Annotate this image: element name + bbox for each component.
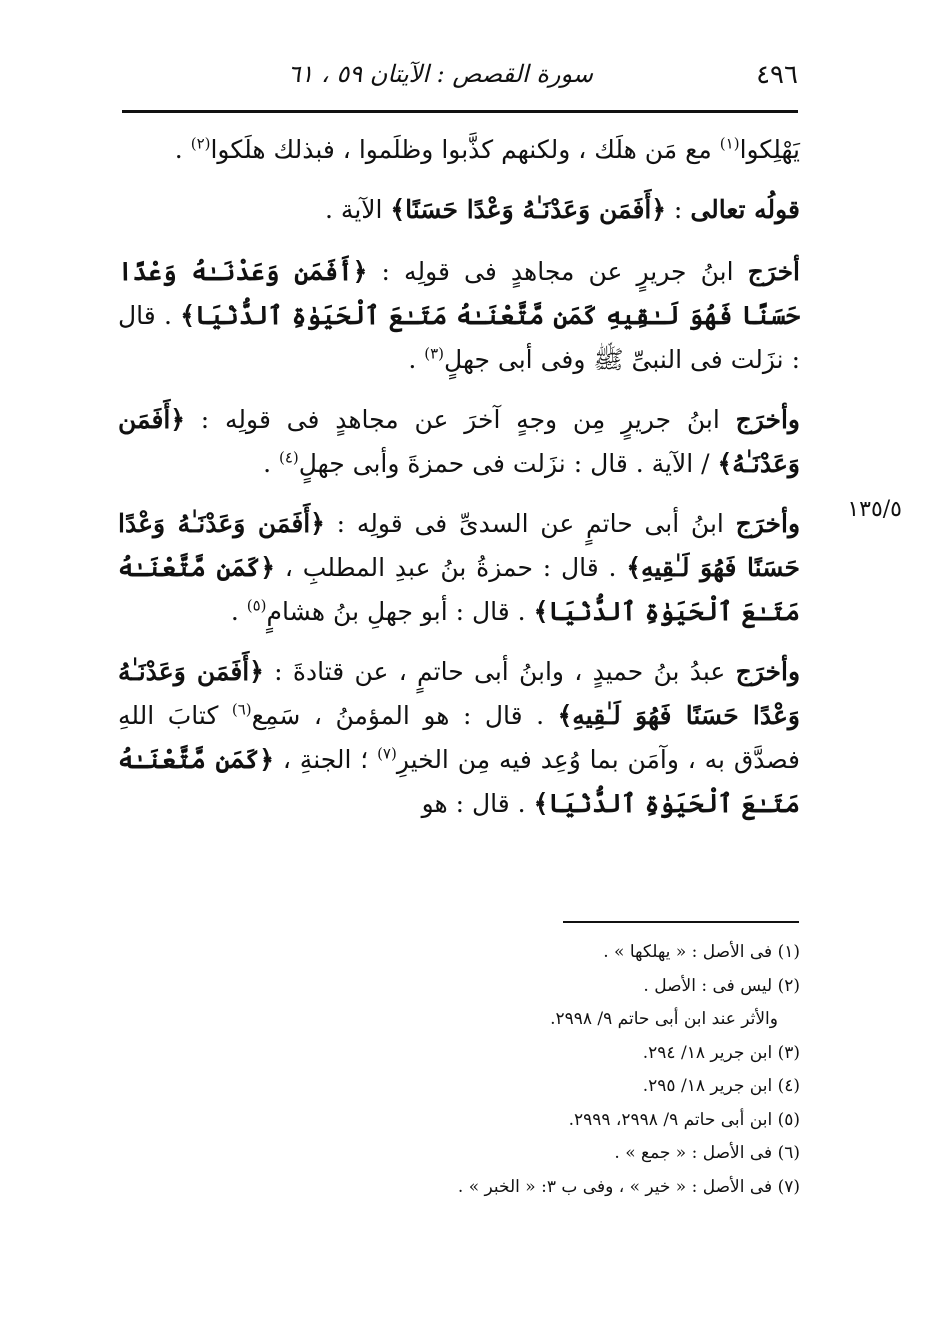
quran-verse: ﴿أَفَمَن وَعَدْنَـٰهُ﴾ [118,405,800,478]
text-segment: . [230,597,247,626]
text-segment: . قال : نزَلت فى النبىِّ ﷺ وفى أبى جهلٍ [118,301,800,374]
header-rule [122,110,798,113]
text-segment: : [665,195,691,224]
footnote-ref-1[interactable]: (١) [719,134,740,153]
footnote-3: (٣) ابن جرير ١٨/ ٢٩٤. [642,1042,800,1063]
quran-verse: ﴿كَمَن مَّتَّعْنَـٰهُ مَتَـٰعَ ٱلْحَيَوٰةِ ٱلدُّنْيَا﴾ [118,553,800,626]
text-segment: . قال : هو المؤمنُ ، سَمِع [251,701,558,730]
text-segment: . قال : أبو جهلِ بنُ هشامٍ [266,597,534,626]
quran-verse: ﴿أَفَمَن وَعَدْنَـٰهُ وَعْدًا حَسَنًا فَهُوَ لَـٰقِيهِ كَمَن مَّتَّعْنَـٰهُ مَتَـٰعَ ٱلْحَيَوٰةِ ٱلدُّنْيَا﴾ [118,257,800,330]
text-segment: . [408,345,425,374]
text-segment: عبدُ بنُ حميدٍ ، وابنُ أبى حاتمٍ ، عن قتادةَ : [263,657,736,686]
text-segment: . [263,449,279,478]
margin-volume-page-mark: ١٣٥/٥ [847,497,902,522]
page-number: ٤٩٦ [756,60,798,90]
footnote-5: (٥) ابن أبى حاتم ٩/ ٢٩٩٨، ٢٩٩٩. [568,1109,800,1130]
quran-verse: ﴿كَمَن مَّتَّعْنَـٰهُ مَتَـٰعَ ٱلْحَيَوٰةِ ٱلدُّنْيَا﴾ [118,745,800,818]
paragraph-6 [118,650,800,826]
text-segment: ابنُ جريرٍ عن مجاهدٍ فى قولِه : [367,257,748,286]
quran-verse: ﴿أَفَمَن وَعَدْنَـٰهُ وَعْدًا حَسَنًا﴾ [390,195,666,224]
paragraph-5 [118,502,800,634]
footnote-ref-7[interactable]: (٧) [377,744,397,763]
footnotes [300,936,800,1204]
verse-heading [118,188,800,232]
narration-lead: وأخرَج [735,405,800,434]
footnote-ref-2[interactable]: (٢) [190,134,211,153]
footnote-7: (٧) فى الأصل : « خير » ، وفى ب ٣: « الخبر » . [457,1176,800,1197]
text-segment: . قال : حمزةُ بنُ عبدِ المطلبِ ، [275,553,627,582]
text-segment: / الآية . قال : نزَلت فى حمزةَ وأبى جهلٍ [298,449,718,478]
footnote-ref-5[interactable]: (٥) [246,596,267,615]
footnote-rule [563,921,799,923]
text-segment: يَهْلِكوا [739,135,800,164]
footnote-1: (١) فى الأصل : « يهلكها » . [603,942,800,962]
main-text [118,128,800,842]
narration-lead: وأخرَج [735,509,801,538]
running-title: سورة القصص : الآيتان ٥٩ ، ٦١ [287,60,593,88]
text-segment: كتابَ اللهِ فصدَّق به ، وآمَن بما وُعِد فيه مِن الخيرِ [118,701,800,774]
footnote-6: (٦) فى الأصل : « جمع » . [614,1143,800,1163]
text-segment: ابنُ جريرٍ مِن وجهٍ آخرَ عن مجاهدٍ فى قولِه : [185,405,736,434]
paragraph-3 [118,250,800,382]
footnote-ref-4[interactable]: (٤) [278,448,299,467]
paragraph-4 [118,398,800,486]
narration-lead: وأخرَج [735,657,801,686]
footnote-ref-6[interactable]: (٦) [231,700,252,719]
text-segment: ؛ الجنةِ ، [274,745,378,774]
text-segment: مع مَن هلَك ، ولكنهم كذَّبوا وظلَموا ، فبذلك هلَكوا [210,135,720,164]
quran-verse: ﴿أَفَمَن وَعَدْنَـٰهُ وَعْدًا حَسَنًا فَهُوَ لَـٰقِيهِ﴾ [118,509,800,582]
page-header [122,58,798,104]
footnote-4: (٤) ابن جرير ١٨/ ٢٩٥. [642,1076,800,1096]
quran-verse: ﴿أَفَمَن وَعَدْنَـٰهُ وَعْدًا حَسَنًا فَهُوَ لَـٰقِيهِ﴾ [118,657,800,730]
text-segment: . [174,135,191,164]
footnote-2: (٢) ليس فى : الأصل . [643,975,800,996]
text-segment: ابنُ أبى حاتمٍ عن السدىِّ فى قولِه : [324,509,736,538]
footnote-ref-3[interactable]: (٣) [424,344,445,363]
text-segment: . قال : هو [421,789,534,818]
footnote-2-continuation: والأثر عند ابن أبى حاتم ٩/ ٢٩٩٨. [550,1009,778,1029]
paragraph-1 [118,128,800,172]
text-segment: الآية . [325,195,391,224]
narration-lead: أخرَج [747,257,800,286]
verse-heading-lead: قولُه تعالى [690,195,800,224]
